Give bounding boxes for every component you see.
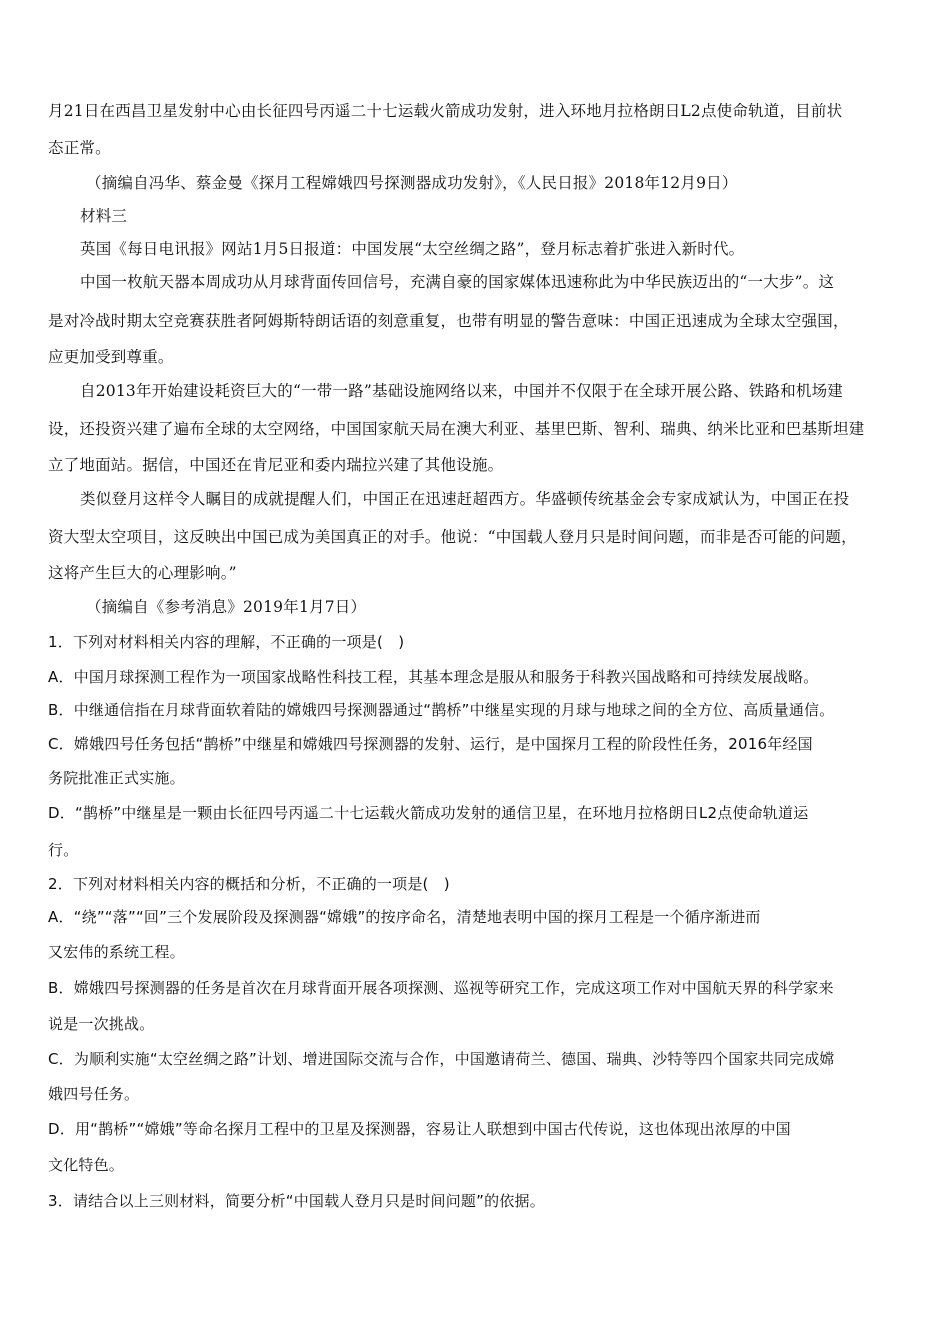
question-2-option-a: A．“绕”“落”“回”三个发展阶段及探测器“嫦娥”的按序命名，清楚地表明中国的探月工程是一个循序渐进而 (48, 908, 761, 926)
material3-paragraph-3-line: 自2013年开始建设耗资巨大的“一带一路”基础设施网络以来，中国并不仅限于在全球开展公路、铁路和机场建 (80, 382, 843, 400)
material3-paragraph-3-line: 设，还投资兴建了遍布全球的太空网络，中国国家航天局在澳大利亚、基里巴斯、智利、瑞典、纳米比亚和巴基斯坦建 (48, 420, 865, 438)
material3-paragraph-4-line: 资大型太空项目，这反映出中国已成为美国真正的对手。他说：“中国载人登月只是时间问题，而非是否可能的问题， (48, 528, 857, 546)
question-1-option-c-cont: 务院批准正式实施。 (48, 769, 185, 787)
question-2-option-c-cont: 娥四号任务。 (48, 1085, 140, 1103)
material3-paragraph-3-line: 立了地面站。据信，中国还在肯尼亚和委内瑞拉兴建了其他设施。 (48, 456, 504, 474)
material2-text-line: 态正常。 (48, 139, 111, 157)
material3-paragraph-1: 英国《每日电讯报》网站1月5日报道：中国发展“太空丝绸之路”，登月标志着扩张进入新时代。 (80, 240, 745, 258)
question-2-option-d: D．用“鹊桥”“嫦娥”等命名探月工程中的卫星及探测器，容易让人联想到中国古代传说，这也体现出浓厚的中国 (48, 1120, 791, 1138)
question-2-option-c: C．为顺利实施“太空丝绸之路”计划、增进国际交流与合作，中国邀请荷兰、德国、瑞典、沙特等四个国家共同完成嫦 (48, 1050, 835, 1068)
question-3-stem: 3．请结合以上三则材料，简要分析“中国载人登月只是时间问题”的依据。 (48, 1192, 545, 1210)
question-2-option-b-cont: 说是一次挑战。 (48, 1015, 155, 1033)
material3-heading: 材料三 (80, 207, 128, 225)
question-1-option-d-cont: 行。 (48, 841, 79, 859)
material3-paragraph-4-line: 类似登月这样令人瞩目的成就提醒人们，中国正在迅速赶超西方。华盛顿传统基金会专家成斌认为，中国正在投 (80, 490, 850, 508)
material3-paragraph-2-line: 是对冷战时期太空竞赛获胜者阿姆斯特朗话语的刻意重复，也带有明显的警告意味：中国正迅速成为全球太空强国， (48, 312, 849, 330)
question-2-option-d-cont: 文化特色。 (48, 1156, 125, 1174)
question-2-option-a-cont: 又宏伟的系统工程。 (48, 943, 185, 961)
material2-source: （摘编自冯华、蔡金曼《探月工程嫦娥四号探测器成功发射》，《人民日报》2018年12月9日） (86, 174, 738, 192)
material3-paragraph-2-line: 中国一枚航天器本周成功从月球背面传回信号，充满自豪的国家媒体迅速称此为中华民族迈出的“一大步”。这 (80, 273, 835, 291)
question-1-stem: 1．下列对材料相关内容的理解，不正确的一项是( ) (48, 633, 405, 651)
question-1-option-b: B．中继通信指在月球背面软着陆的嫦娥四号探测器通过“鹊桥”中继星实现的月球与地球之间的全方位、高质量通信。 (48, 701, 835, 719)
material2-text-line: 月21日在西昌卫星发射中心由长征四号丙遥二十七运载火箭成功发射，进入环地月拉格朗日L2点使命轨道，目前状 (48, 102, 843, 120)
question-1-option-a: A．中国月球探测工程作为一项国家战略性科技工程，其基本理念是服从和服务于科教兴国战略和可持续发展战略。 (48, 668, 819, 686)
question-2-stem: 2．下列对材料相关内容的概括和分析，不正确的一项是( ) (48, 875, 450, 893)
question-1-option-c: C．嫦娥四号任务包括“鹊桥”中继星和嫦娥四号探测器的发射、运行，是中国探月工程的阶段性任务，2016年经国 (48, 735, 813, 753)
question-2-option-b: B．嫦娥四号探测器的任务是首次在月球背面开展各项探测、巡视等研究工作，完成这项工作对中国航天界的科学家来 (48, 979, 834, 997)
material3-paragraph-4-line: 这将产生巨大的心理影响。” (48, 564, 237, 582)
question-1-option-d: D．“鹊桥”中继星是一颗由长征四号丙遥二十七运载火箭成功发射的通信卫星，在环地月拉格朗日L2点使命轨道运 (48, 804, 809, 822)
material3-source: （摘编自《参考消息》2019年1月7日） (86, 598, 367, 616)
material3-paragraph-2-line: 应更加受到尊重。 (48, 348, 174, 366)
